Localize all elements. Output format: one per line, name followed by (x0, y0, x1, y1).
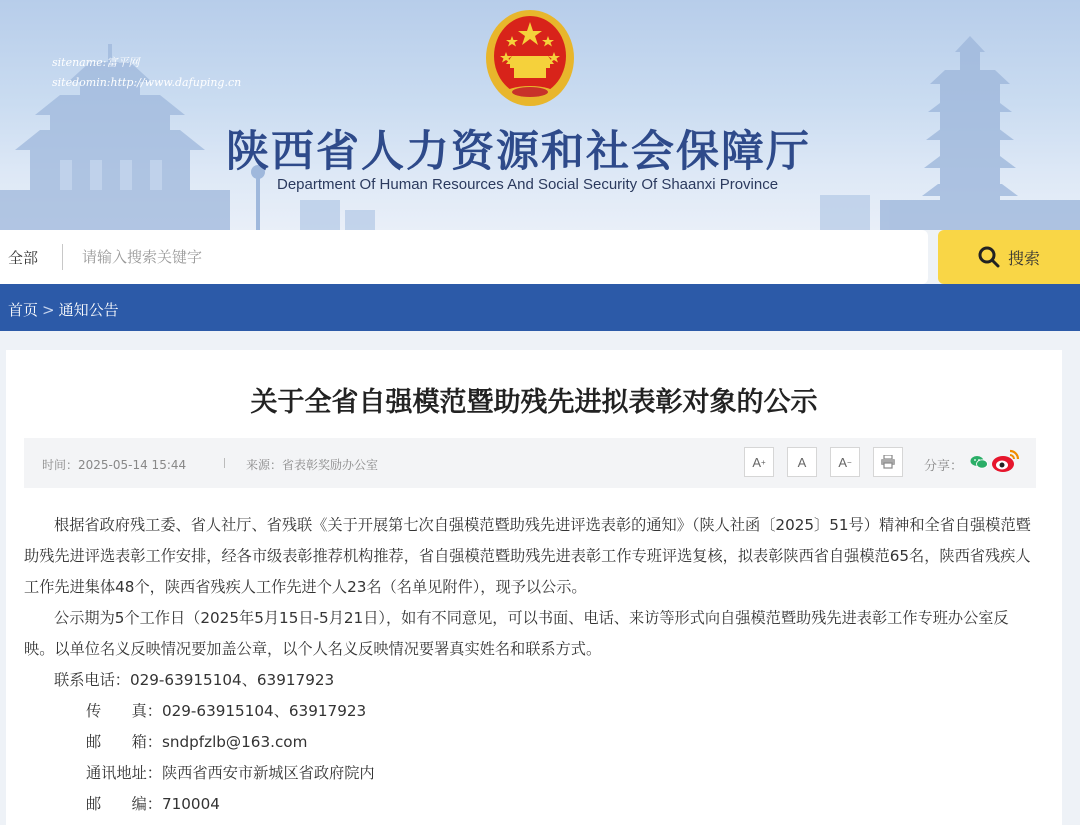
contact-address: 通讯地址：陕西省西安市新城区省政府院内 (86, 764, 375, 782)
publish-time: 时间：2025-05-14 15:44 (42, 458, 187, 472)
article-source: 来源：省表彰奖励办公室 (246, 458, 379, 472)
contact-fax: 传 真：029-63915104、63917923 (86, 702, 367, 720)
breadcrumb (8, 299, 119, 320)
search-scope-selector[interactable]: 全部 (8, 249, 39, 267)
search-icon (978, 246, 1000, 268)
breadcrumb-current-link[interactable]: 通知公告 (58, 301, 119, 319)
site-title: 陕西省人力资源和社会保障厅 (226, 127, 811, 177)
site-subtitle: Department Of Human Resources And Social Security Of Shaanxi Province (277, 176, 779, 193)
font-size-default-button[interactable] (787, 447, 817, 477)
share-label: 分享： (924, 459, 964, 474)
font-default-label: A (797, 454, 807, 470)
meta-divider (224, 458, 225, 468)
article-meta-bar (24, 438, 1036, 488)
search-button-label: 搜索 (1007, 248, 1040, 268)
font-smaller-label: A (838, 454, 847, 470)
search-divider (62, 244, 63, 270)
print-icon (880, 455, 896, 469)
search-input[interactable] (72, 240, 892, 274)
contact-phone: 联系电话：029-63915104、63917923 (54, 671, 335, 689)
breadcrumb-separator: > (42, 301, 55, 319)
article-card (6, 350, 1062, 825)
article-paragraph-2: 公示期为5个工作日（2025年5月15日-5月21日），如有不同意见，可以书面、电话、来访等形式向自强模范暨助残先进表彰工作专班办公室反映。以单位名义反映情况要加盖公章，以个人名义反映情况要署真实姓名和联系方式。 (24, 609, 1009, 658)
font-size-increase-button[interactable]: A + (744, 447, 774, 477)
search-bar (0, 230, 928, 284)
article-paragraph-1: 根据省政府残工委、省人社厅、省残联《关于开展第七次自强模范暨助残先进评选表彰的通知》（陕人社函〔2025〕51号）精神和全省自强模范暨助残先进评选表彰工作安排，经各市级表彰推荐机构推荐，省自强模范暨助残先进表彰工作专班评选复核，拟表彰陕西省自强模范65名，陕西省残疾人工作先进集体48个，陕西省残疾人工作先进个人23名（名单见附件），现予以公示。 (24, 516, 1031, 596)
contact-email: 邮 箱：sndpfzlb@163.com (86, 733, 308, 751)
breadcrumb-bar (0, 284, 1080, 331)
print-button[interactable] (873, 447, 903, 477)
search-button[interactable] (938, 230, 1080, 284)
weibo-icon[interactable] (990, 448, 1020, 474)
wechat-icon[interactable] (970, 455, 988, 469)
font-size-decrease-button[interactable]: A − (830, 447, 860, 477)
header-banner (0, 0, 1080, 230)
article-body (24, 510, 1034, 820)
breadcrumb-home-link[interactable]: 首页 (8, 301, 39, 319)
article-title: 关于全省自强模范暨助残先进拟表彰对象的公示 (250, 387, 818, 418)
font-larger-label: A (752, 454, 761, 470)
watermark-sitename: sitename:富平网 (52, 56, 140, 69)
contact-postcode: 邮 编：710004 (86, 795, 220, 813)
national-emblem-icon (484, 8, 576, 110)
watermark-sitedomain: sitedomin:http://www.dafuping.cn (52, 76, 242, 89)
